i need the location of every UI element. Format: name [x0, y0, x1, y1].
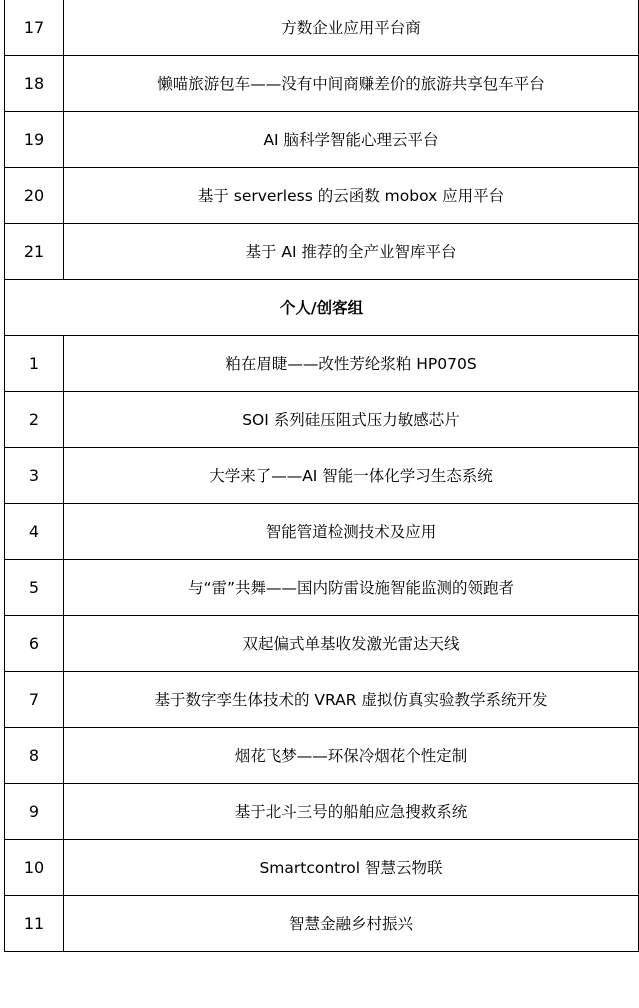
- table-row: [5, 0, 639, 56]
- project-name: 基于数字孪生体技术的 VRAR 虚拟仿真实验教学系统开发: [64, 672, 639, 728]
- project-name: 方数企业应用平台商: [64, 0, 639, 56]
- table-row: [5, 448, 639, 504]
- row-number: 9: [5, 784, 64, 840]
- row-number: 19: [5, 112, 64, 168]
- project-name: 粕在眉睫——改性芳纶浆粕 HP070S: [64, 336, 639, 392]
- row-number: 6: [5, 616, 64, 672]
- row-number: 1: [5, 336, 64, 392]
- project-name: 基于 AI 推荐的全产业智库平台: [64, 224, 639, 280]
- project-table-container: [4, 0, 638, 952]
- row-number: 10: [5, 840, 64, 896]
- project-name: 与“雷”共舞——国内防雷设施智能监测的领跑者: [64, 560, 639, 616]
- table-row: [5, 56, 639, 112]
- row-number: 8: [5, 728, 64, 784]
- group-heading: 个人/创客组: [5, 280, 639, 336]
- table-row: [5, 112, 639, 168]
- table-row: [5, 728, 639, 784]
- project-name: 懒喵旅游包车——没有中间商赚差价的旅游共享包车平台: [64, 56, 639, 112]
- project-name: 大学来了——AI 智能一体化学习生态系统: [64, 448, 639, 504]
- project-name: 基于北斗三号的船舶应急搜救系统: [64, 784, 639, 840]
- table-row: [5, 168, 639, 224]
- table-row: [5, 672, 639, 728]
- row-number: 18: [5, 56, 64, 112]
- row-number: 20: [5, 168, 64, 224]
- row-number: 4: [5, 504, 64, 560]
- project-name: 双起偏式单基收发激光雷达天线: [64, 616, 639, 672]
- row-number: 11: [5, 896, 64, 952]
- project-table: [4, 0, 639, 952]
- row-number: 17: [5, 0, 64, 56]
- project-name: 烟花飞梦——环保冷烟花个性定制: [64, 728, 639, 784]
- table-row: [5, 896, 639, 952]
- table-row: [5, 840, 639, 896]
- table-row: [5, 224, 639, 280]
- project-name: 智慧金融乡村振兴: [64, 896, 639, 952]
- table-row: [5, 560, 639, 616]
- project-name: 智能管道检测技术及应用: [64, 504, 639, 560]
- row-number: 21: [5, 224, 64, 280]
- table-row: [5, 616, 639, 672]
- row-number: 2: [5, 392, 64, 448]
- project-name: Smartcontrol 智慧云物联: [64, 840, 639, 896]
- project-name: SOI 系列硅压阻式压力敏感芯片: [64, 392, 639, 448]
- project-name: AI 脑科学智能心理云平台: [64, 112, 639, 168]
- group-heading-row: [5, 280, 639, 336]
- table-row: [5, 784, 639, 840]
- table-row: [5, 392, 639, 448]
- table-row: [5, 336, 639, 392]
- project-name: 基于 serverless 的云函数 mobox 应用平台: [64, 168, 639, 224]
- table-row: [5, 504, 639, 560]
- row-number: 3: [5, 448, 64, 504]
- row-number: 7: [5, 672, 64, 728]
- row-number: 5: [5, 560, 64, 616]
